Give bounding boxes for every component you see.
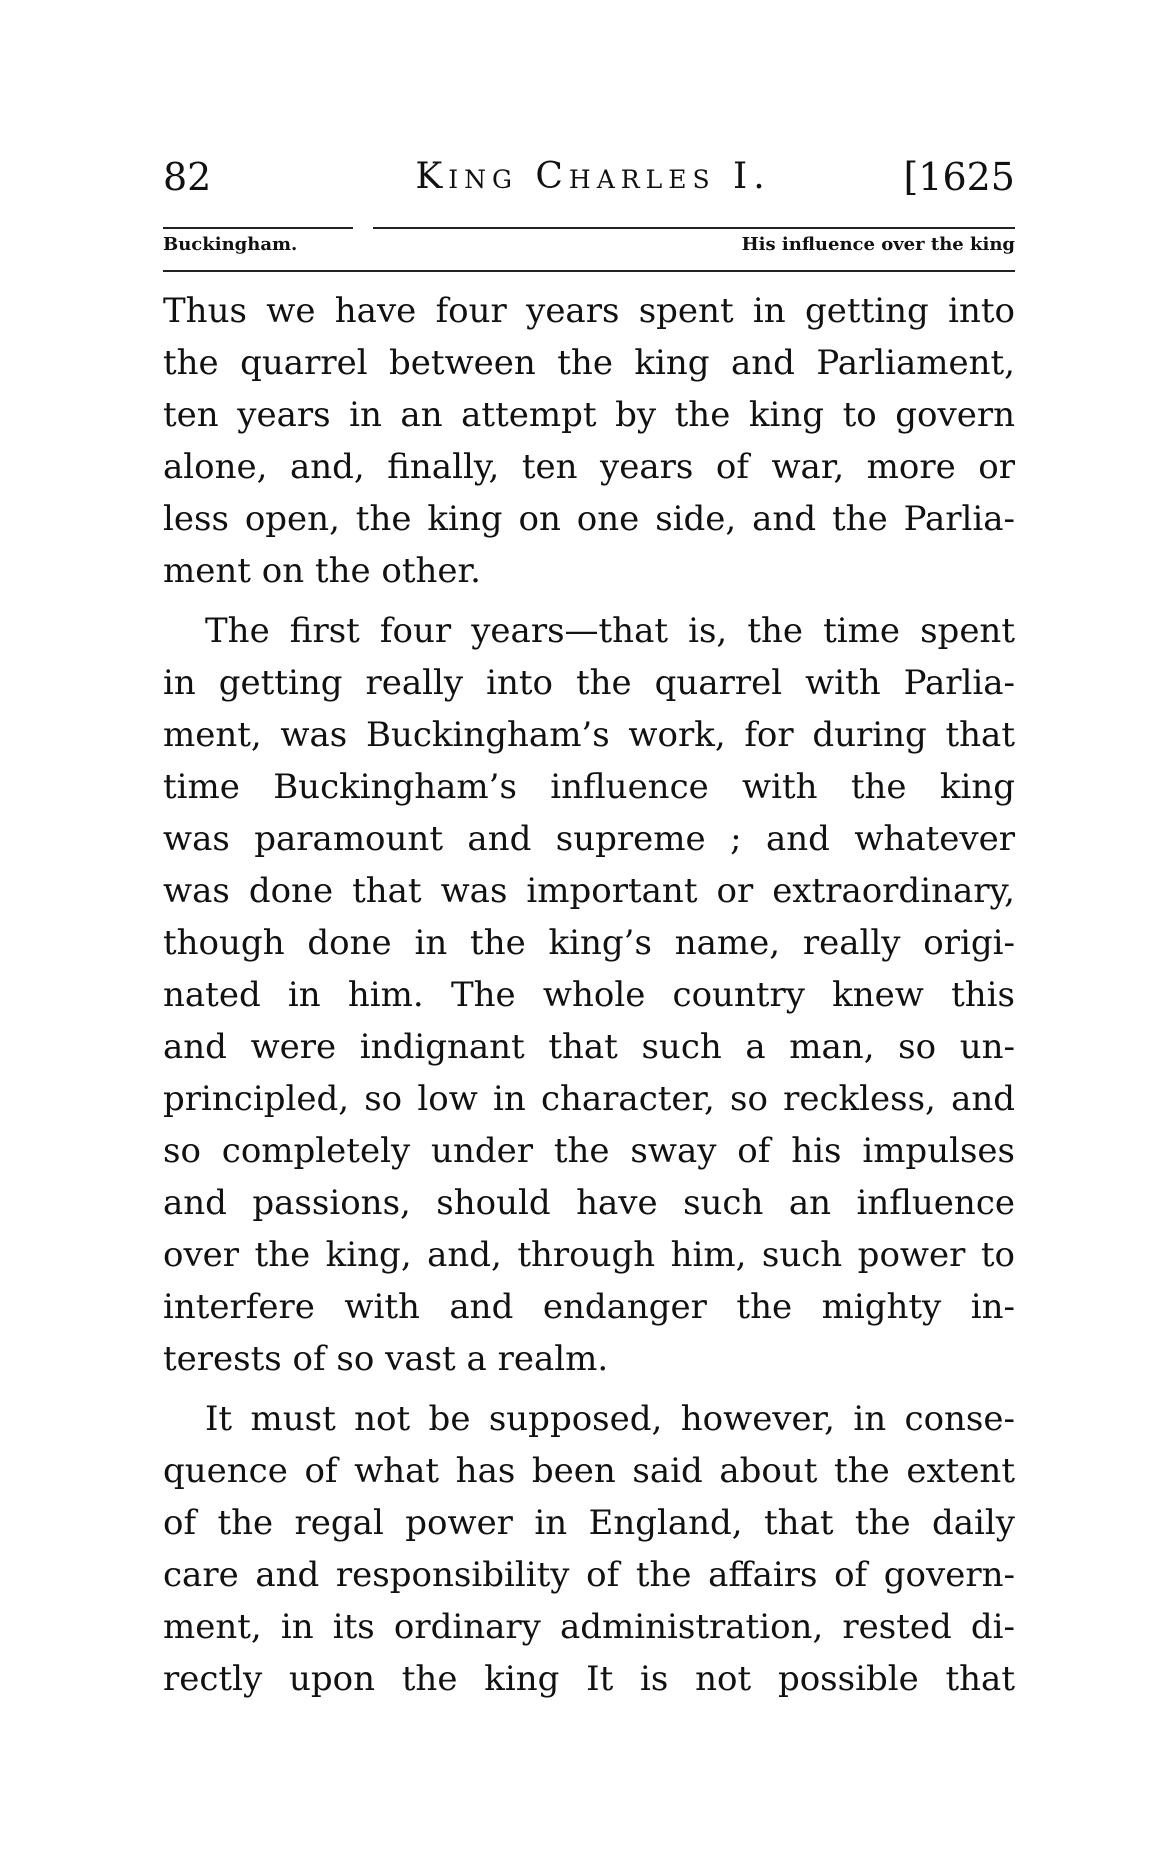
text-line: care and responsibility of the affairs of govern- [163, 1555, 1015, 1595]
text-line: time Buckingham’s influence with the king [163, 767, 1015, 807]
text-line: ment on the other. [163, 551, 481, 591]
text-line: was paramount and supreme ; and whatever [163, 819, 1015, 859]
text-line: so completely under the sway of his impulses [163, 1131, 1015, 1171]
text-line: ten years in an attempt by the king to govern [163, 395, 1015, 435]
year-marker: [1625 [903, 155, 1015, 199]
running-header [163, 152, 1015, 212]
text-line: and were indignant that such a man, so un- [163, 1027, 1015, 1067]
text-line: quence of what has been said about the extent [163, 1451, 1015, 1491]
text-line: over the king, and, through him, such power to [163, 1235, 1015, 1275]
body-text [163, 285, 1015, 1705]
text-line: ment, was Buckingham’s work, for during that [163, 715, 1015, 755]
text-line: terests of so vast a realm. [163, 1339, 609, 1379]
running-title: King Charles I. [415, 156, 771, 197]
paragraph [163, 1393, 1015, 1705]
text-line: alone, and, finally, ten years of war, more or [163, 447, 1015, 487]
sidenote-right: His influence over the king [741, 234, 1015, 255]
text-line: though done in the king’s name, really origi- [163, 923, 1015, 963]
text-line: principled, so low in character, so reckless, and [163, 1079, 1015, 1119]
page-number: 82 [163, 155, 212, 199]
text-line: the quarrel between the king and Parliament, [163, 343, 1015, 383]
text-line: in getting really into the quarrel with Parlia- [163, 663, 1015, 703]
text-line: The first four years—that is, the time spent [205, 611, 1015, 651]
text-line: of the regal power in England, that the daily [163, 1503, 1015, 1543]
sidenote-rule-right [373, 227, 1015, 229]
text-line: interfere with and endanger the mighty in- [163, 1287, 1015, 1327]
text-line: Thus we have four years spent in getting into [163, 291, 1015, 331]
header-rule [163, 270, 1015, 272]
sidenote-bar [163, 227, 1015, 263]
text-line: It must not be supposed, however, in conse- [205, 1399, 1015, 1439]
paragraph [163, 605, 1015, 1385]
sidenote-rule-left [163, 227, 353, 229]
text-line: rectly upon the king It is not possible that [163, 1659, 1015, 1699]
sidenote-left: Buckingham. [163, 234, 298, 255]
text-line: nated in him. The whole country knew this [163, 975, 1015, 1015]
text-line: ment, in its ordinary administration, rested di- [163, 1607, 1015, 1647]
paragraph [163, 285, 1015, 597]
text-line: was done that was important or extraordinary, [163, 871, 1015, 911]
text-line: and passions, should have such an influence [163, 1183, 1015, 1223]
text-line: less open, the king on one side, and the Parlia- [163, 499, 1015, 539]
